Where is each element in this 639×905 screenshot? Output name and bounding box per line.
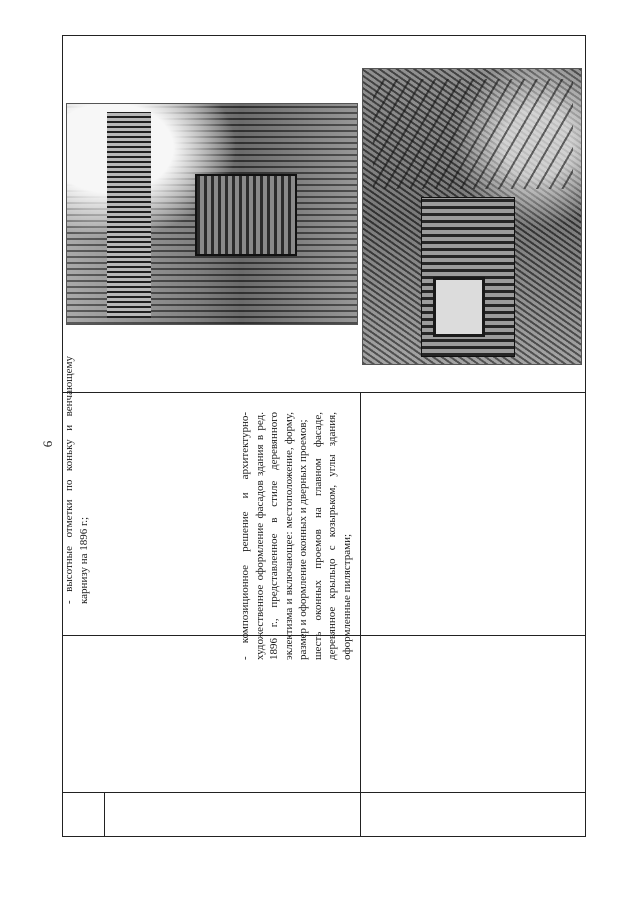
row-divider	[62, 392, 586, 393]
photo-eave-detail	[107, 112, 151, 318]
row-divider	[62, 792, 586, 793]
building-facade-photo	[66, 103, 358, 325]
page-number: 6	[40, 440, 55, 448]
photo-porch-detail	[195, 174, 297, 256]
photo-window-detail	[433, 277, 485, 337]
row1-text-block	[62, 356, 98, 604]
row2-paragraph-2: шесть оконных проемов на главном фасаде, деревянное крыльцо с козырьком, углы здания, оформленные пилястрами;	[311, 412, 353, 660]
row2-paragraph-1: - композиционное решение и архитектурно-художественное оформление фасадов здания в ред. 1896 г., представленное в стиле деревянного эклектизма и включающее: местоположение, форму, размер и оформление оконных и дверных проемов;	[239, 412, 309, 660]
column-divider	[104, 792, 105, 837]
row1-text: - высотные отметки по коньку и венчающему карнизу на 1896 г.;	[63, 356, 90, 604]
building-side-photo	[362, 68, 582, 365]
row2-text-block	[238, 412, 510, 660]
photo-tree-branches	[373, 79, 573, 189]
